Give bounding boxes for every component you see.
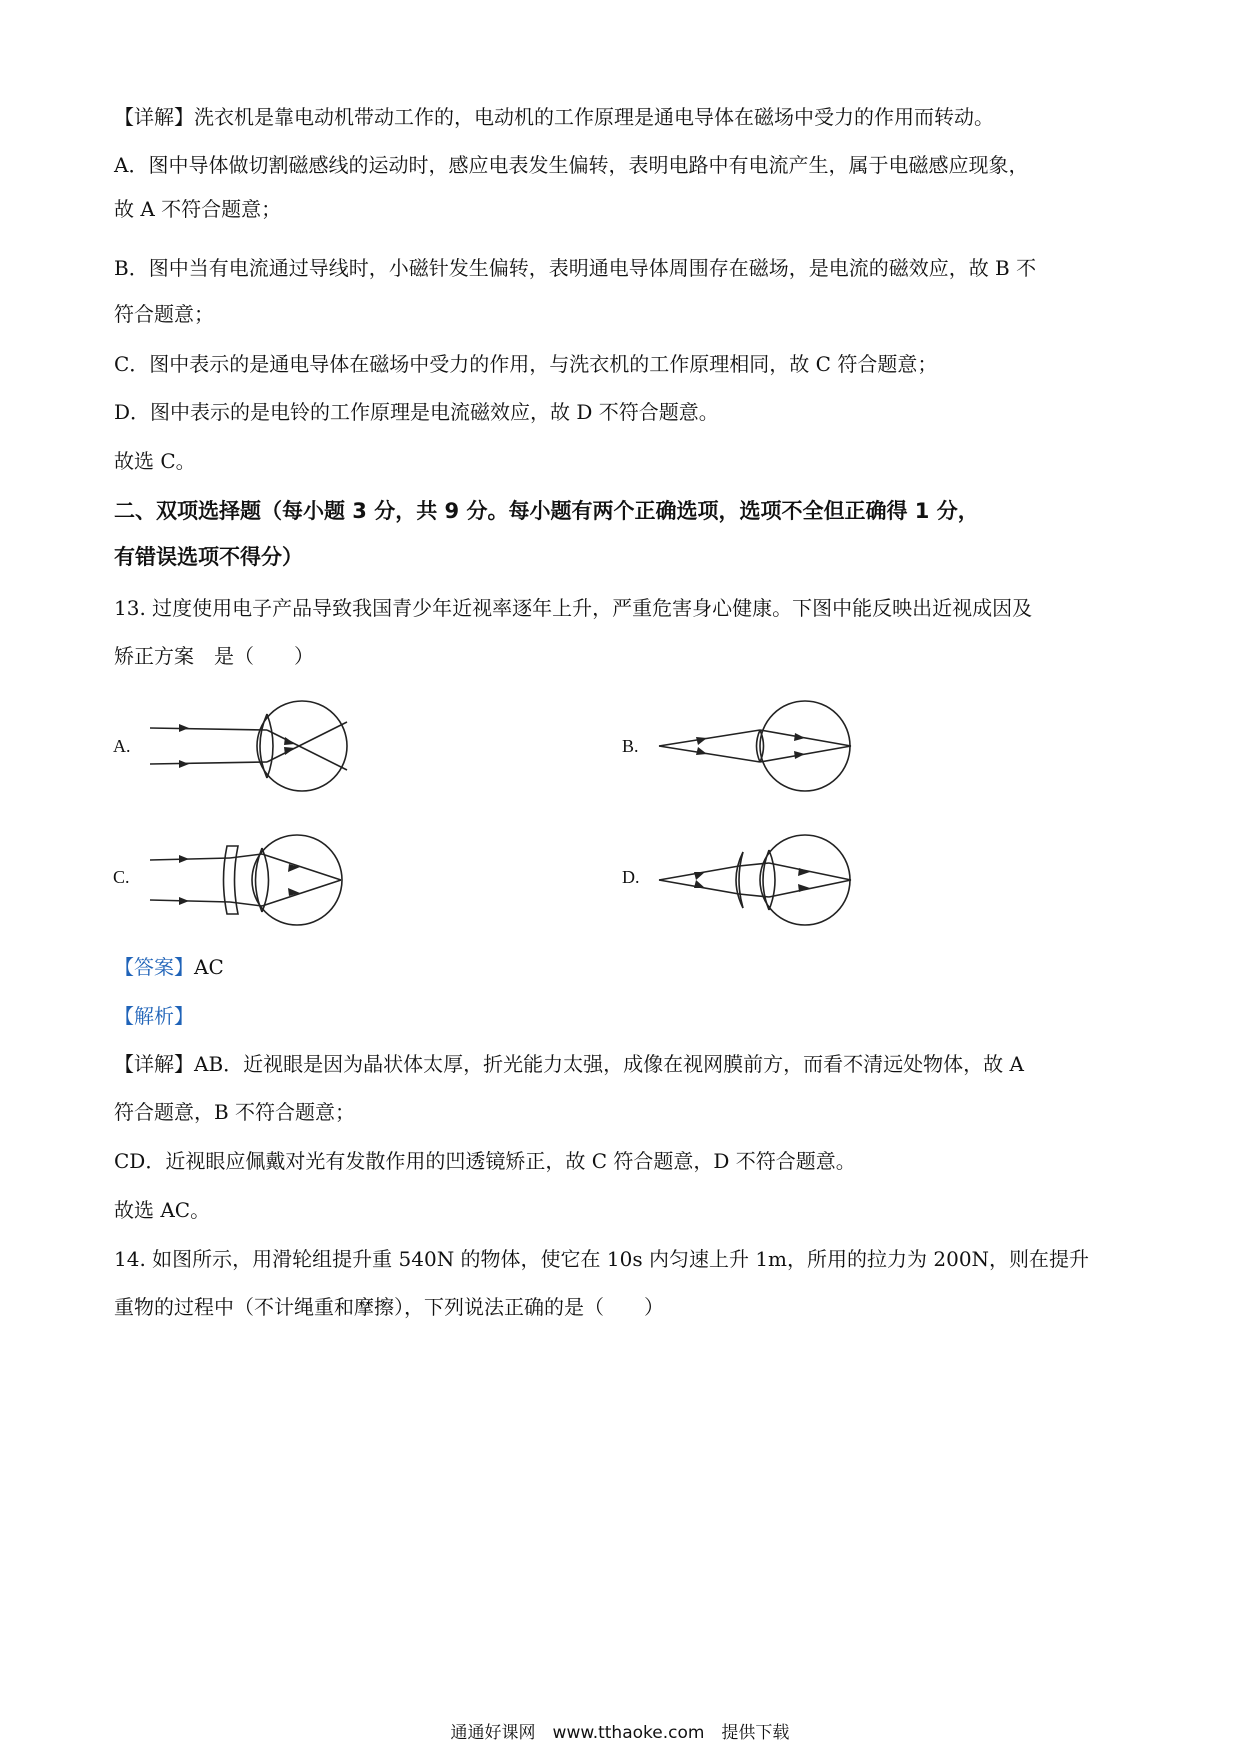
section-heading-line2: 有错误选项不得分） bbox=[114, 545, 303, 569]
option-b-explanation-line1: B．图中当有电流通过导线时，小磁针发生偏转，表明通电导体周围存在磁场，是电流的磁效应，故 B 不 bbox=[114, 256, 1037, 280]
hyperopia-eye-diagram bbox=[655, 700, 865, 795]
detail-paragraph: 【详解】洗衣机是靠电动机带动工作的，电动机的工作原理是通电导体在磁场中受力的作用而转动。 bbox=[114, 105, 994, 129]
analysis-tag: 【解析】 bbox=[114, 1004, 194, 1028]
question13-conclusion: 故选 AC。 bbox=[114, 1198, 211, 1222]
option-c-explanation: C．图中表示的是通电导体在磁场中受力的作用，与洗衣机的工作原理相同，故 C 符合题意； bbox=[114, 352, 938, 376]
concave-lens-correction-diagram bbox=[145, 830, 355, 930]
page-footer: 通通好课网 www.tthaoke.com 提供下载 bbox=[450, 1723, 790, 1743]
option-a-explanation-line1: A．图中导体做切割磁感线的运动时，感应电表发生偏转，表明电路中有电流产生，属于电磁感应现象， bbox=[114, 153, 1029, 177]
option-b-label: B. bbox=[622, 736, 639, 756]
question13-stem-line1: 13. 过度使用电子产品导致我国青少年近视率逐年上升，严重危害身心健康。下图中能反映出近视成因及 bbox=[114, 596, 1033, 620]
question13-detail-line3: CD．近视眼应佩戴对光有发散作用的凹透镜矫正，故 C 符合题意，D 不符合题意。 bbox=[114, 1149, 856, 1173]
convex-lens-correction-diagram bbox=[655, 830, 865, 930]
option-a-explanation-line2: 故 A 不符合题意； bbox=[114, 197, 282, 221]
myopia-eye-diagram bbox=[145, 700, 355, 795]
option-d-label: D. bbox=[622, 867, 640, 887]
question13-stem-line2: 矫正方案 是（ ） bbox=[114, 644, 314, 668]
answer-tag: 【答案】 bbox=[114, 955, 194, 979]
section-heading-line1: 二、双项选择题（每小题 3 分，共 9 分。每小题有两个正确选项，选项不全但正确得 1 分， bbox=[114, 499, 979, 523]
option-b-explanation-line2: 符合题意； bbox=[114, 302, 214, 326]
question14-stem-line2: 重物的过程中（不计绳重和摩擦），下列说法正确的是（ ） bbox=[114, 1295, 664, 1319]
answer-value: AC bbox=[194, 955, 224, 979]
prev-conclusion: 故选 C。 bbox=[114, 449, 196, 473]
question13-detail-line2: 符合题意，B 不符合题意； bbox=[114, 1100, 356, 1124]
question13-detail-line1: 【详解】AB．近视眼是因为晶状体太厚，折光能力太强，成像在视网膜前方，而看不清远处物体，故 A bbox=[114, 1052, 1024, 1076]
option-a-label: A. bbox=[113, 736, 131, 756]
answer-line bbox=[114, 953, 224, 981]
option-c-label: C. bbox=[113, 867, 130, 887]
option-d-explanation: D．图中表示的是电铃的工作原理是电流磁效应，故 D 不符合题意。 bbox=[114, 400, 719, 424]
question14-stem-line1: 14. 如图所示，用滑轮组提升重 540N 的物体，使它在 10s 内匀速上升 1m，所用的拉力为 200N，则在提升 bbox=[114, 1247, 1090, 1271]
